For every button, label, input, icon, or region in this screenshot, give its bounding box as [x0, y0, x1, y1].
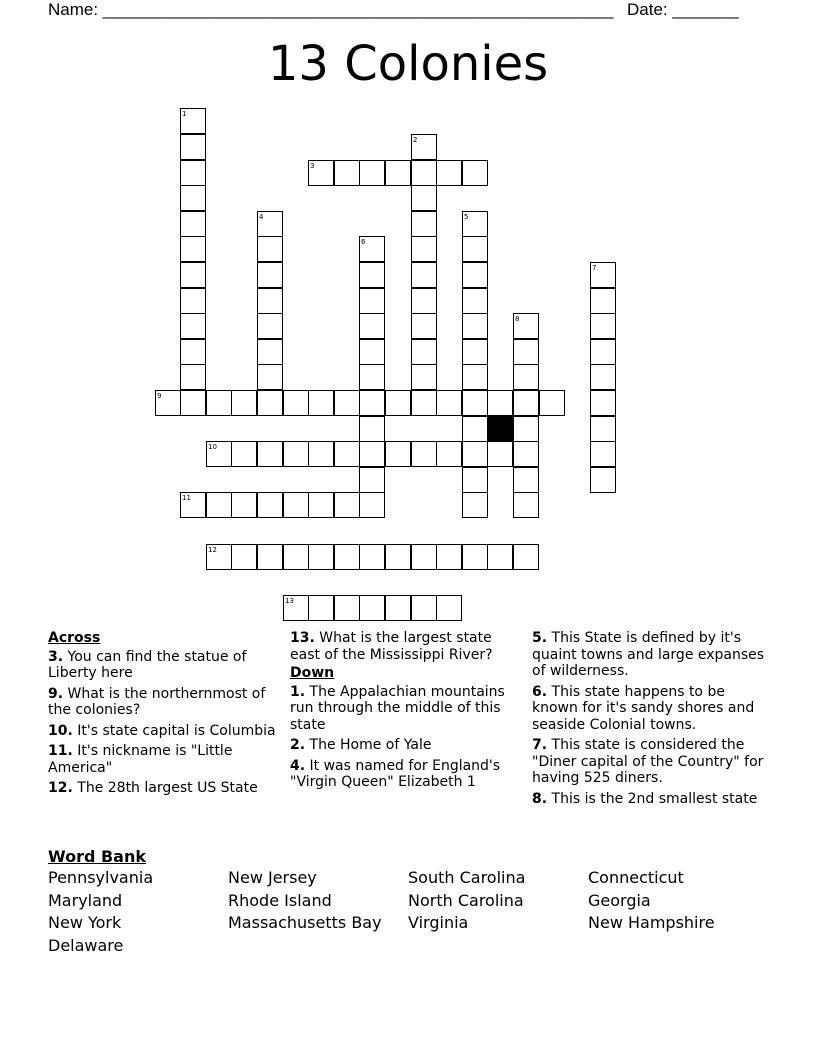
- clue-item: [290, 630, 512, 663]
- clue-item-number: 9.: [48, 685, 64, 702]
- grid-cell[interactable]: [206, 492, 232, 518]
- grid-cell[interactable]: [487, 441, 513, 467]
- grid-cell[interactable]: [257, 390, 283, 416]
- grid-cell[interactable]: [411, 211, 437, 237]
- grid-cell[interactable]: [334, 492, 360, 518]
- clue-item-number: 6.: [532, 683, 548, 700]
- clue-item-number: 11.: [48, 743, 73, 759]
- clue-number: 6: [361, 238, 366, 246]
- grid-cell[interactable]: [513, 364, 539, 390]
- clue-item: [290, 684, 512, 734]
- grid-cell[interactable]: [180, 288, 206, 314]
- word-bank-item: New York: [48, 913, 122, 933]
- grid-cell[interactable]: [411, 262, 437, 288]
- grid-cell[interactable]: [359, 467, 385, 493]
- word-bank-heading: Word Bank: [48, 847, 147, 866]
- grid-cell[interactable]: [180, 236, 206, 262]
- grid-cell[interactable]: [257, 364, 283, 390]
- grid-cell[interactable]: [359, 339, 385, 365]
- clue-item-text: It was named for England's "Virgin Queen" Elizabeth 1: [290, 757, 501, 790]
- grid-cell[interactable]: [462, 467, 488, 493]
- clue-item-text: It's state capital is Columbia: [72, 722, 276, 739]
- clue-item: [532, 791, 772, 808]
- grid-cell[interactable]: [359, 364, 385, 390]
- grid-cell[interactable]: [513, 416, 539, 442]
- word-bank-item: Georgia: [588, 890, 651, 910]
- clue-item-number: 1.: [290, 683, 306, 700]
- grid-cell[interactable]: [180, 134, 206, 160]
- clue-number: 10: [208, 443, 217, 451]
- grid-cell[interactable]: [359, 416, 385, 442]
- clue-number: 9: [157, 392, 162, 400]
- word-bank-item: Pennsylvania: [48, 868, 154, 887]
- grid-cell[interactable]: [462, 416, 488, 442]
- grid-cell[interactable]: [487, 390, 513, 416]
- grid-cell[interactable]: [180, 185, 206, 211]
- clue-item-number: 3.: [48, 648, 64, 665]
- clue-item-text: The 28th largest US State: [72, 780, 258, 796]
- clue-item: [48, 686, 276, 719]
- grid-cell[interactable]: [308, 441, 334, 467]
- grid-cell[interactable]: [411, 185, 437, 211]
- grid-cell[interactable]: [411, 390, 437, 416]
- grid-cell[interactable]: [513, 441, 539, 467]
- grid-cell[interactable]: [334, 390, 360, 416]
- grid-cell[interactable]: [180, 211, 206, 237]
- grid-cell[interactable]: [462, 390, 488, 416]
- down-heading: Down: [290, 665, 335, 681]
- clue-item-text: The Home of Yale: [305, 737, 432, 753]
- word-bank-column: [408, 867, 525, 935]
- grid-cell[interactable]: [436, 544, 462, 570]
- grid-cell[interactable]: [180, 339, 206, 365]
- clue-item-text: What is the largest state east of the Mississippi River?: [290, 630, 493, 663]
- grid-cell[interactable]: [385, 595, 411, 621]
- grid-cell[interactable]: [462, 160, 488, 186]
- grid-cell[interactable]: [334, 441, 360, 467]
- clue-number: 13: [285, 597, 294, 605]
- grid-cell[interactable]: [359, 262, 385, 288]
- clue-item-number: 13.: [290, 630, 315, 646]
- grid-cell[interactable]: [283, 390, 309, 416]
- grid-cell[interactable]: [462, 339, 488, 365]
- word-bank-item: Maryland: [48, 890, 123, 910]
- clue-item-number: 12.: [48, 780, 73, 796]
- grid-cell[interactable]: [283, 544, 309, 570]
- grid-cell[interactable]: [513, 544, 539, 570]
- clue-item-number: 5.: [532, 630, 548, 646]
- clue-item: [532, 630, 772, 680]
- word-bank-item: New Jersey: [228, 868, 317, 887]
- grid-cell[interactable]: [590, 364, 616, 390]
- grid-cell[interactable]: [257, 262, 283, 288]
- grid-cell[interactable]: [590, 416, 616, 442]
- clue-item: [48, 780, 276, 797]
- grid-cell[interactable]: [436, 160, 462, 186]
- grid-cell[interactable]: [411, 364, 437, 390]
- word-bank-item: Delaware: [48, 935, 124, 955]
- clue-number: 7: [592, 264, 597, 272]
- grid-cell[interactable]: [180, 390, 206, 416]
- grid-cell[interactable]: [231, 492, 257, 518]
- grid-cell[interactable]: [411, 160, 437, 186]
- grid-cell[interactable]: [385, 441, 411, 467]
- clue-number: 2: [413, 136, 418, 144]
- clues-column-3: [532, 630, 772, 811]
- clue-item-text: This state is considered the "Diner capital of the Country" for having 525 diners.: [532, 737, 764, 786]
- grid-cell[interactable]: [385, 160, 411, 186]
- grid-cell[interactable]: [590, 339, 616, 365]
- clues-column-1: [48, 630, 276, 801]
- black-cell: [487, 416, 513, 442]
- grid-cell[interactable]: [308, 390, 334, 416]
- grid-cell[interactable]: [462, 313, 488, 339]
- clue-number: 3: [310, 162, 315, 170]
- word-bank-item: North Carolina: [408, 890, 524, 910]
- grid-cell[interactable]: [411, 313, 437, 339]
- grid-cell[interactable]: [206, 390, 232, 416]
- grid-cell[interactable]: [180, 313, 206, 339]
- grid-cell[interactable]: [436, 390, 462, 416]
- clue-number: 8: [515, 315, 520, 323]
- name-field[interactable]: Name: ______________________________________________________: [48, 0, 614, 19]
- grid-cell[interactable]: [359, 390, 385, 416]
- grid-cell[interactable]: [359, 160, 385, 186]
- clue-number: 4: [259, 213, 264, 221]
- grid-cell[interactable]: [257, 236, 283, 262]
- grid-cell[interactable]: [308, 595, 334, 621]
- clue-number: 12: [208, 546, 217, 554]
- grid-cell[interactable]: [359, 441, 385, 467]
- clue-item: [532, 684, 772, 734]
- grid-cell[interactable]: [462, 544, 488, 570]
- grid-cell[interactable]: [257, 313, 283, 339]
- grid-cell[interactable]: [359, 288, 385, 314]
- clue-item-text: This state happens to be known for it's sandy shores and seaside Colonial towns.: [532, 683, 755, 733]
- grid-cell[interactable]: [411, 288, 437, 314]
- date-field[interactable]: Date: _______: [627, 0, 739, 19]
- clue-item-number: 4.: [290, 757, 306, 774]
- grid-cell[interactable]: [590, 467, 616, 493]
- grid-cell[interactable]: [487, 544, 513, 570]
- clues-column-2: [290, 630, 512, 795]
- page-title: 13 Colonies: [267, 36, 549, 92]
- grid-cell[interactable]: [308, 544, 334, 570]
- clue-item: [48, 649, 276, 682]
- clue-item-number: 2.: [290, 737, 306, 753]
- word-bank-item: South Carolina: [408, 868, 526, 887]
- grid-cell[interactable]: [359, 492, 385, 518]
- across-heading: Across: [48, 630, 101, 646]
- word-bank-column: [48, 867, 153, 957]
- grid-cell[interactable]: [462, 492, 488, 518]
- grid-cell[interactable]: [257, 288, 283, 314]
- word-bank-item: Virginia: [408, 913, 469, 933]
- grid-cell[interactable]: [411, 544, 437, 570]
- grid-cell[interactable]: [436, 595, 462, 621]
- clue-item: [532, 737, 772, 787]
- grid-cell[interactable]: [590, 313, 616, 339]
- grid-cell[interactable]: [513, 339, 539, 365]
- grid-cell[interactable]: [462, 288, 488, 314]
- grid-cell[interactable]: [590, 441, 616, 467]
- grid-cell[interactable]: [231, 441, 257, 467]
- clue-item: [290, 758, 512, 791]
- grid-cell[interactable]: [462, 441, 488, 467]
- grid-cell[interactable]: [334, 544, 360, 570]
- grid-cell[interactable]: [180, 364, 206, 390]
- grid-cell[interactable]: [436, 441, 462, 467]
- grid-cell[interactable]: [411, 595, 437, 621]
- grid-cell[interactable]: [231, 390, 257, 416]
- clue-item: [48, 723, 276, 740]
- grid-cell[interactable]: [283, 441, 309, 467]
- clue-item: [290, 737, 512, 754]
- word-bank-item: Connecticut: [588, 868, 684, 887]
- grid-cell[interactable]: [359, 544, 385, 570]
- clue-item-text: It's nickname is "Little America": [48, 743, 233, 776]
- grid-cell[interactable]: [385, 544, 411, 570]
- clue-number: 1: [182, 110, 187, 118]
- clue-item-text: The Appalachian mountains run through the middle of this state: [290, 683, 505, 733]
- word-bank-item: Massachusetts Bay: [228, 913, 382, 933]
- clue-item: [48, 743, 276, 776]
- grid-cell[interactable]: [513, 492, 539, 518]
- grid-cell[interactable]: [513, 390, 539, 416]
- clue-item-text: What is the northernmost of the colonies?: [48, 685, 266, 718]
- clue-item-text: This is the 2nd smallest state: [547, 790, 758, 807]
- grid-cell[interactable]: [308, 492, 334, 518]
- grid-cell[interactable]: [513, 467, 539, 493]
- grid-cell[interactable]: [231, 544, 257, 570]
- word-bank-item: New Hampshire: [588, 913, 715, 933]
- clue-number: 11: [182, 494, 191, 502]
- grid-cell[interactable]: [462, 364, 488, 390]
- grid-cell[interactable]: [257, 544, 283, 570]
- grid-cell[interactable]: [590, 288, 616, 314]
- clue-item-text: You can find the statue of Liberty here: [48, 648, 247, 681]
- grid-cell[interactable]: [539, 390, 565, 416]
- grid-cell[interactable]: [411, 339, 437, 365]
- grid-cell[interactable]: [180, 160, 206, 186]
- grid-cell[interactable]: [257, 339, 283, 365]
- word-bank-item: Rhode Island: [228, 890, 332, 910]
- clue-item-number: 8.: [532, 790, 548, 807]
- grid-cell[interactable]: [257, 441, 283, 467]
- grid-cell[interactable]: [590, 390, 616, 416]
- clue-item-number: 7.: [532, 737, 548, 753]
- grid-cell[interactable]: [283, 492, 309, 518]
- grid-cell[interactable]: [257, 492, 283, 518]
- clue-item-number: 10.: [48, 722, 73, 739]
- clue-item-text: This State is defined by it's quaint towns and large expanses of wilderness.: [532, 630, 765, 679]
- clue-number: 5: [464, 213, 469, 221]
- word-bank-column: [228, 867, 382, 935]
- grid-cell[interactable]: [385, 390, 411, 416]
- grid-cell[interactable]: [462, 236, 488, 262]
- grid-cell[interactable]: [462, 262, 488, 288]
- grid-cell[interactable]: [180, 262, 206, 288]
- grid-cell[interactable]: [334, 595, 360, 621]
- word-bank-column: [588, 867, 715, 935]
- grid-cell[interactable]: [411, 236, 437, 262]
- grid-cell[interactable]: [359, 313, 385, 339]
- grid-cell[interactable]: [359, 595, 385, 621]
- grid-cell[interactable]: [334, 160, 360, 186]
- grid-cell[interactable]: [411, 441, 437, 467]
